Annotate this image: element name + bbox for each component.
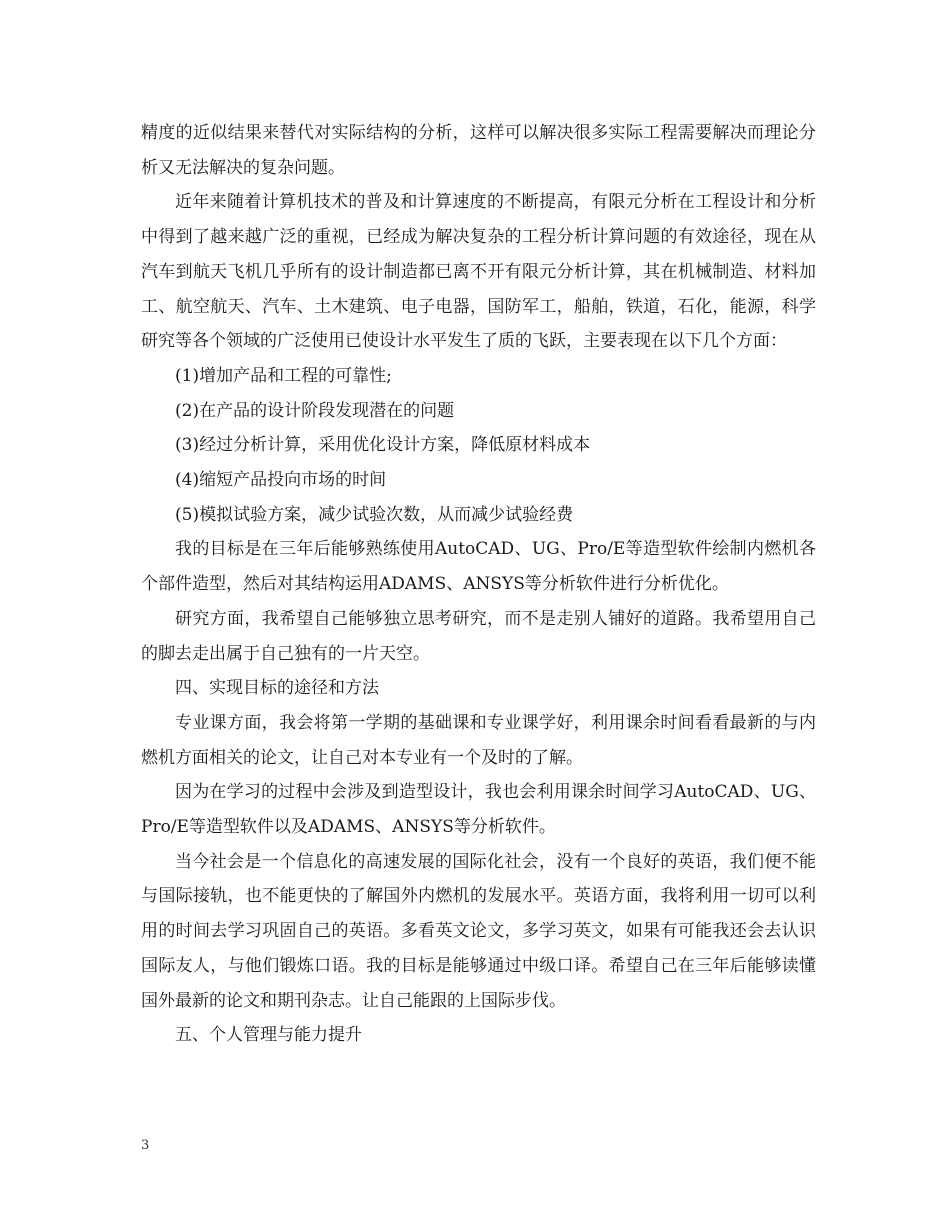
paragraph-fea-overview: 近年来随着计算机技术的普及和计算速度的不断提高，有限元分析在工程设计和分析中得到了越来越广泛的重视，已经成为解决复杂的工程分析计算问题的有效途径，现在从汽车到航天飞机几乎所有的设计制造都已离不开有限元分析计算，其在机械制造、材料加工、航空航天、汽车、土木建筑、电子电器，国防军工，船舶，铁道，石化，能源，科学研究等各个领域的广泛使用已使设计水平发生了质的飞跃，主要表现在以下几个方面： [141,192,816,352]
list-item-1: (1)增加产品和工程的可靠性; [175,365,392,386]
section-heading-5: 五、个人管理与能力提升 [175,1025,362,1046]
list-item-2: (2)在产品的设计阶段发现潜在的问题 [175,400,455,421]
paragraph-continued: 精度的近似结果来替代对实际结构的分析，这样可以解决很多实际工程需要解决而理论分析又无法解决的复杂问题。 [141,123,816,178]
section-heading-4: 四、实现目标的途径和方法 [175,678,379,699]
body-text [141,116,816,1053]
list-item-5: (5)模拟试验方案，减少试验次数，从而减少试验经费 [175,504,574,525]
paragraph-goal: 我的目标是在三年后能够熟练使用AutoCAD、UG、Pro/E等造型软件绘制内燃机各个部件造型，然后对其结构运用ADAMS、ANSYS等分析软件进行分析优化。 [141,539,816,595]
list-item-3: (3)经过分析计算，采用优化设计方案，降低原材料成本 [175,435,591,456]
page-number: 3 [141,1138,150,1153]
paragraph-modeling-software: 因为在学习的过程中会涉及到造型设计，我也会利用课余时间学习AutoCAD、UG、Pro/E等造型软件以及ADAMS、ANSYS等分析软件。 [141,782,816,838]
paragraph-research: 研究方面，我希望自己能够独立思考研究，而不是走别人铺好的道路。我希望用自己的脚去走出属于自己独有的一片天空。 [141,608,816,664]
list-item-4: (4)缩短产品投向市场的时间 [175,470,387,491]
paragraph-coursework: 专业课方面，我会将第一学期的基础课和专业课学好，利用课余时间看看最新的与内燃机方面相关的论文，让自己对本专业有一个及时的了解。 [141,712,816,768]
paragraph-english: 当今社会是一个信息化的高速发展的国际化社会，没有一个良好的英语，我们便不能与国际接轨，也不能更快的了解国外内燃机的发展水平。英语方面，我将利用一切可以利用的时间去学习巩固自己的英语。多看英文论文，多学习英文，如果有可能我还会去认识国际友人，与他们锻炼口语。我的目标是能够通过中级口译。希望自己在三年后能够读懂国外最新的论文和期刊杂志。让自己能跟的上国际步伐。 [141,851,816,1011]
